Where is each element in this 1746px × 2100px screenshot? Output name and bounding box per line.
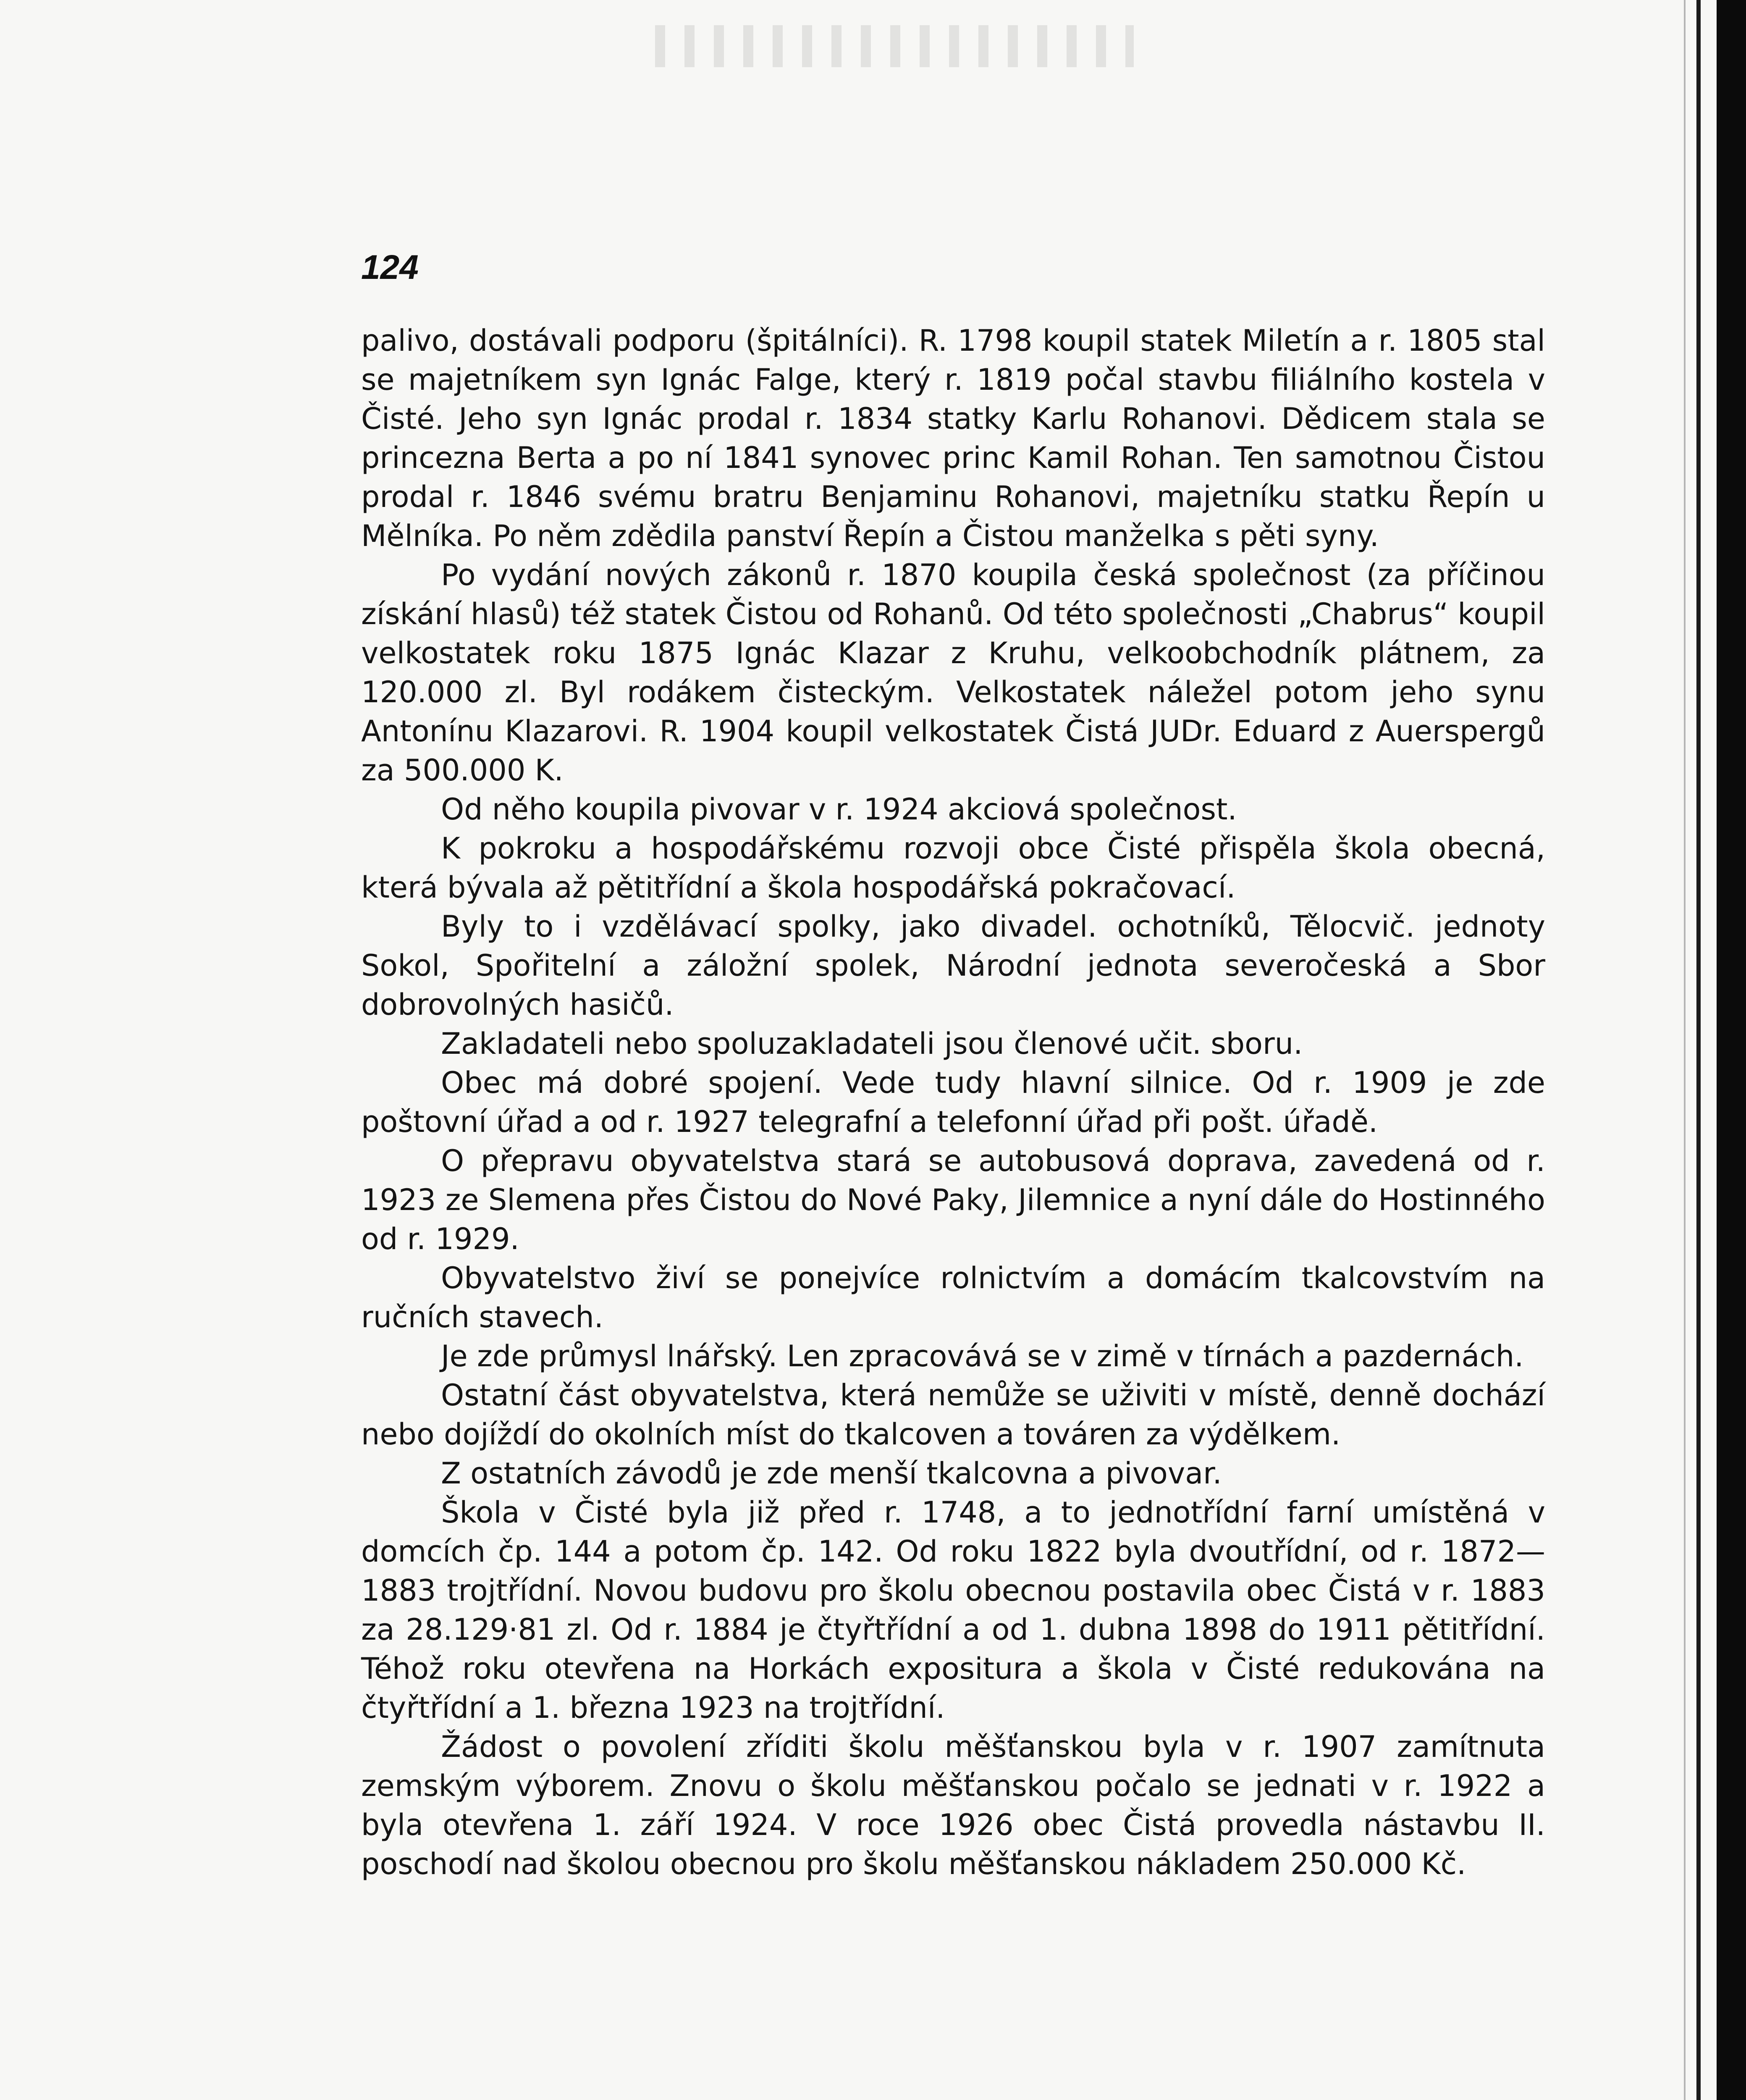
- paragraph: Žádost o povolení zříditi školu měšťanskou byla v r. 1907 zamítnuta zemským výborem. Znovu o školu měšťanskou počalo se jednati v r. 1922 a byla otevřena 1. září 1924. V roce 1926 obec Čistá provedla nástavbu II. poschodí nad školou obecnou pro školu měšťanskou nákladem 250.000 Kč.: [361, 1730, 1545, 1881]
- paragraph: K pokroku a hospodářskému rozvoji obce Čisté přispěla škola obecná, která bývala až pětitřídní a škola hospodářská pokračovací.: [361, 831, 1545, 905]
- paragraph: Od něho koupila pivovar v r. 1924 akciová společnost.: [441, 792, 1237, 827]
- paragraph: Byly to i vzdělávací spolky, jako divadel. ochotníků, Tělocvič. jednoty Sokol, Spořitelní a záložní spolek, Národní jednota severočeská a Sbor dobrovolných hasičů.: [361, 909, 1545, 1022]
- paragraph: Po vydání nových zákonů r. 1870 koupila česká společnost (za příčinou získání hlasů) též statek Čistou od Rohanů. Od této společnosti „Chabrus“ koupil velkostatek roku 1875 Ignác Klazar z Kruhu, velkoobchodník plátnem, za 120.000 zl. Byl rodákem čisteckým. Velkostatek náležel potom jeho synu Antonínu Klazarovi. R. 1904 koupil velkostatek Čistá JUDr. Eduard z Auerspergů za 500.000 K.: [361, 558, 1545, 788]
- paragraph: Obec má dobré spojení. Vede tudy hlavní silnice. Od r. 1909 je zde poštovní úřad a od r. 1927 telegrafní a telefonní úřad při pošt. úřadě.: [361, 1066, 1545, 1139]
- page-number: 124: [361, 248, 419, 286]
- paragraph: palivo, dostávali podporu (špitálníci). R. 1798 koupil statek Miletín a r. 1805 stal se majetníkem syn Ignác Falge, který r. 1819 počal stavbu filiálního kostela v Čisté. Jeho syn Ignác prodal r. 1834 statky Karlu Rohanovi. Dědicem stala se princezna Berta a po ní 1841 synovec princ Kamil Rohan. Ten samotnou Čistou prodal r. 1846 svému bratru Benjaminu Rohanovi, majetníku statku Řepín u Mělníka. Po něm zdědila panství Řepín a Čistou manželka s pěti syny.: [361, 323, 1545, 553]
- paragraph: Z ostatních závodů je zde menší tkalcovna a pivovar.: [441, 1456, 1222, 1491]
- paragraph: Obyvatelstvo živí se ponejvíce rolnictvím a domácím tkalcovstvím na ručních stavech.: [361, 1261, 1545, 1334]
- paragraph: O přepravu obyvatelstva stará se autobusová doprava, zavedená od r. 1923 ze Slemena přes Čistou do Nové Paky, Jilemnice a nyní dále do Hostinného od r. 1929.: [361, 1144, 1545, 1256]
- paragraph: Zakladateli nebo spoluzakladateli jsou členové učit. sboru.: [441, 1026, 1303, 1061]
- paragraph: Ostatní část obyvatelstva, která nemůže se uživiti v místě, denně dochází nebo dojíždí do okolních míst do tkalcoven a továren za výdělkem.: [361, 1378, 1545, 1452]
- scan-border: [1717, 0, 1746, 2100]
- paragraph: Škola v Čisté byla již před r. 1748, a to jednotřídní farní umístěná v domcích čp. 144 a potom čp. 142. Od roku 1822 byla dvoutřídní, od r. 1872—1883 trojtřídní. Novou budovu pro školu obecnou postavila obec Čistá v r. 1883 za 28.129·81 zl. Od r. 1884 je čtyřtřídní a od 1. dubna 1898 do 1911 pětitřídní. Téhož roku otevřena na Horkách expositura a škola v Čisté redukována na čtyřtřídní a 1. března 1923 na trojtřídní.: [361, 1495, 1545, 1725]
- bleed-through-marks: [655, 25, 1134, 67]
- body-text: [361, 321, 1545, 1884]
- page-edge-line: [1696, 0, 1701, 2100]
- paragraph: Je zde průmysl lnářský. Len zpracovává se v zimě v tírnách a pazdernách.: [441, 1339, 1524, 1373]
- page-edge-shadow: [1684, 0, 1686, 2100]
